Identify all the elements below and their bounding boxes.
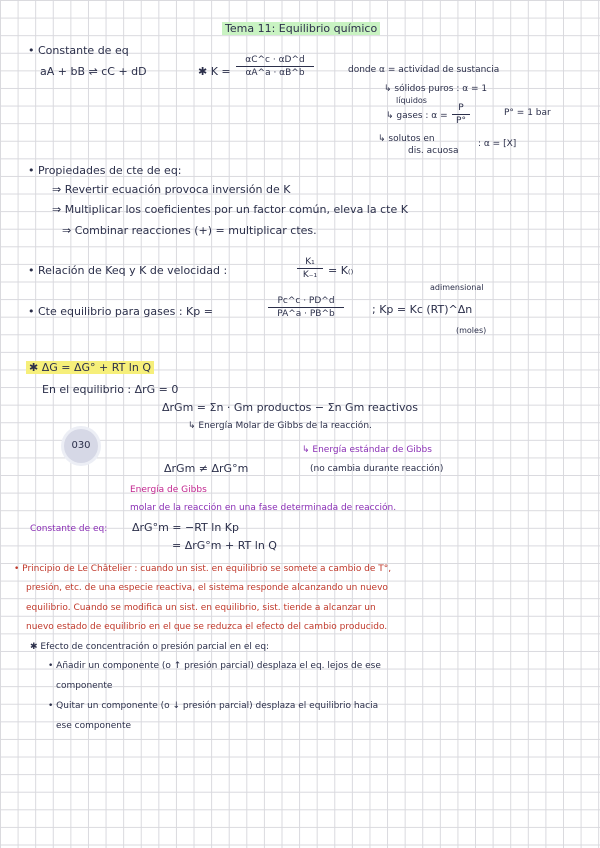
gas-numerator: P: [458, 103, 464, 113]
relacion-result: = K₍₎: [328, 264, 354, 277]
energia-estandar-note: ↳ Energía estándar de Gibbs: [302, 445, 432, 455]
efecto-bullet-2a: • Quitar un componente (o ↓ presión parcial) desplaza el equilibrio hacia: [48, 701, 379, 711]
circle-badge: 030: [64, 429, 98, 463]
kp-fraction: [268, 296, 344, 319]
k-label: ✱ K =: [198, 65, 231, 78]
chatelier-line-1: • Principio de Le Châtelier : cuando un sist. en equilibrio se somete a cambio de T°,: [14, 564, 392, 574]
chatelier-line-2: presión, etc. de una especie reactiva, el sistema responde alcanzando un nuevo: [26, 583, 388, 593]
k-numerator: αC^c · αD^d: [245, 55, 305, 65]
chatelier-line-3: equilibrio. Cuando se modifica un sist. en equilibrio, sist. tiende a alcanzar un: [26, 603, 376, 613]
energia-gibbs-note: Energía de Gibbs: [130, 485, 207, 495]
propiedad-1: ⇒ Revertir ecuación provoca inversión de K: [52, 183, 291, 196]
equilibrio-condition: En el equilibrio : ΔrG = 0: [42, 383, 179, 396]
liquidos: líquidos: [396, 96, 427, 105]
dgm-note: ↳ Energía Molar de Gibbs de la reacción.: [188, 421, 372, 431]
relacion-fraction: [297, 257, 323, 280]
relacion-numerator: K₁: [305, 257, 315, 267]
gases-constante-label: • Cte equilibrio para gases : Kp =: [28, 305, 213, 318]
relacion-denominator: K₋₁: [302, 270, 318, 280]
solutos-line1: ↳ solutos en: [378, 134, 435, 144]
section-heading-propiedades: • Propiedades de cte de eq:: [28, 164, 182, 177]
solutos-value: : α = [X]: [478, 139, 517, 149]
efecto-bullet-1b: componente: [56, 681, 113, 691]
constante-eq-formula-1: ΔrG°m = −RT ln Kp: [132, 521, 239, 534]
propiedad-2: ⇒ Multiplicar los coeficientes por un factor común, eleva la cte K: [52, 203, 408, 216]
donde-actividad: donde α = actividad de sustancia: [348, 65, 500, 75]
page-title: Tema 11: Equilibrio químico: [222, 22, 380, 35]
molar-reaccion-note: molar de la reacción en una fase determinada de reacción.: [130, 503, 397, 513]
gibbs-heading: ✱ ΔG = ΔG° + RT ln Q: [26, 361, 154, 374]
adimensional-note: adimensional: [430, 283, 484, 292]
efecto-bullet-1a: • Añadir un componente (o ↑ presión parcial) desplaza el eq. lejos de ese: [48, 661, 381, 671]
no-cambia-note: (no cambia durante reacción): [310, 464, 444, 474]
kp-kc-relation: ; Kp = Kc (RT)^Δn: [372, 303, 473, 316]
dgm-approx: ΔrGm ≠ ΔrG°m: [164, 462, 249, 475]
kp-denominator: PA^a · PB^b: [277, 309, 335, 319]
gas-denominator: P°: [456, 116, 466, 126]
propiedad-3: ⇒ Combinar reacciones (+) = multiplicar ctes.: [62, 224, 317, 237]
gas-fraction: [452, 103, 470, 126]
section-heading-constante: • Constante de eq: [28, 44, 129, 57]
solutos-line2: dis. acuosa: [408, 146, 459, 156]
k-denominator: αA^a · αB^b: [245, 68, 305, 78]
gases-label: ↳ gases : α =: [386, 111, 448, 121]
chatelier-line-4: nuevo estado de equilibrio en el que se reduzca el efecto del cambio producido.: [26, 622, 388, 632]
efecto-concentracion-heading: ✱ Efecto de concentración o presión parcial en el eq:: [30, 642, 270, 652]
reaction-equation: aA + bB ⇌ cC + dD: [40, 65, 147, 78]
relacion-label: • Relación de Keq y K de velocidad :: [28, 264, 228, 277]
moles-note: (moles): [456, 326, 487, 335]
efecto-bullet-2b: ese componente: [56, 721, 132, 731]
solidos-puros: ↳ sólidos puros : α = 1: [384, 84, 488, 94]
p0-standard: P° = 1 bar: [504, 108, 551, 118]
dgm-definition: ΔrGm = Σn · Gm productos − Σn Gm reactivos: [162, 401, 418, 414]
constante-eq-formula-2: = ΔrG°m + RT ln Q: [172, 539, 277, 552]
k-fraction: [236, 55, 314, 78]
kp-numerator: Pc^c · PD^d: [277, 296, 335, 306]
constante-eq-label: Constante de eq:: [30, 524, 108, 534]
